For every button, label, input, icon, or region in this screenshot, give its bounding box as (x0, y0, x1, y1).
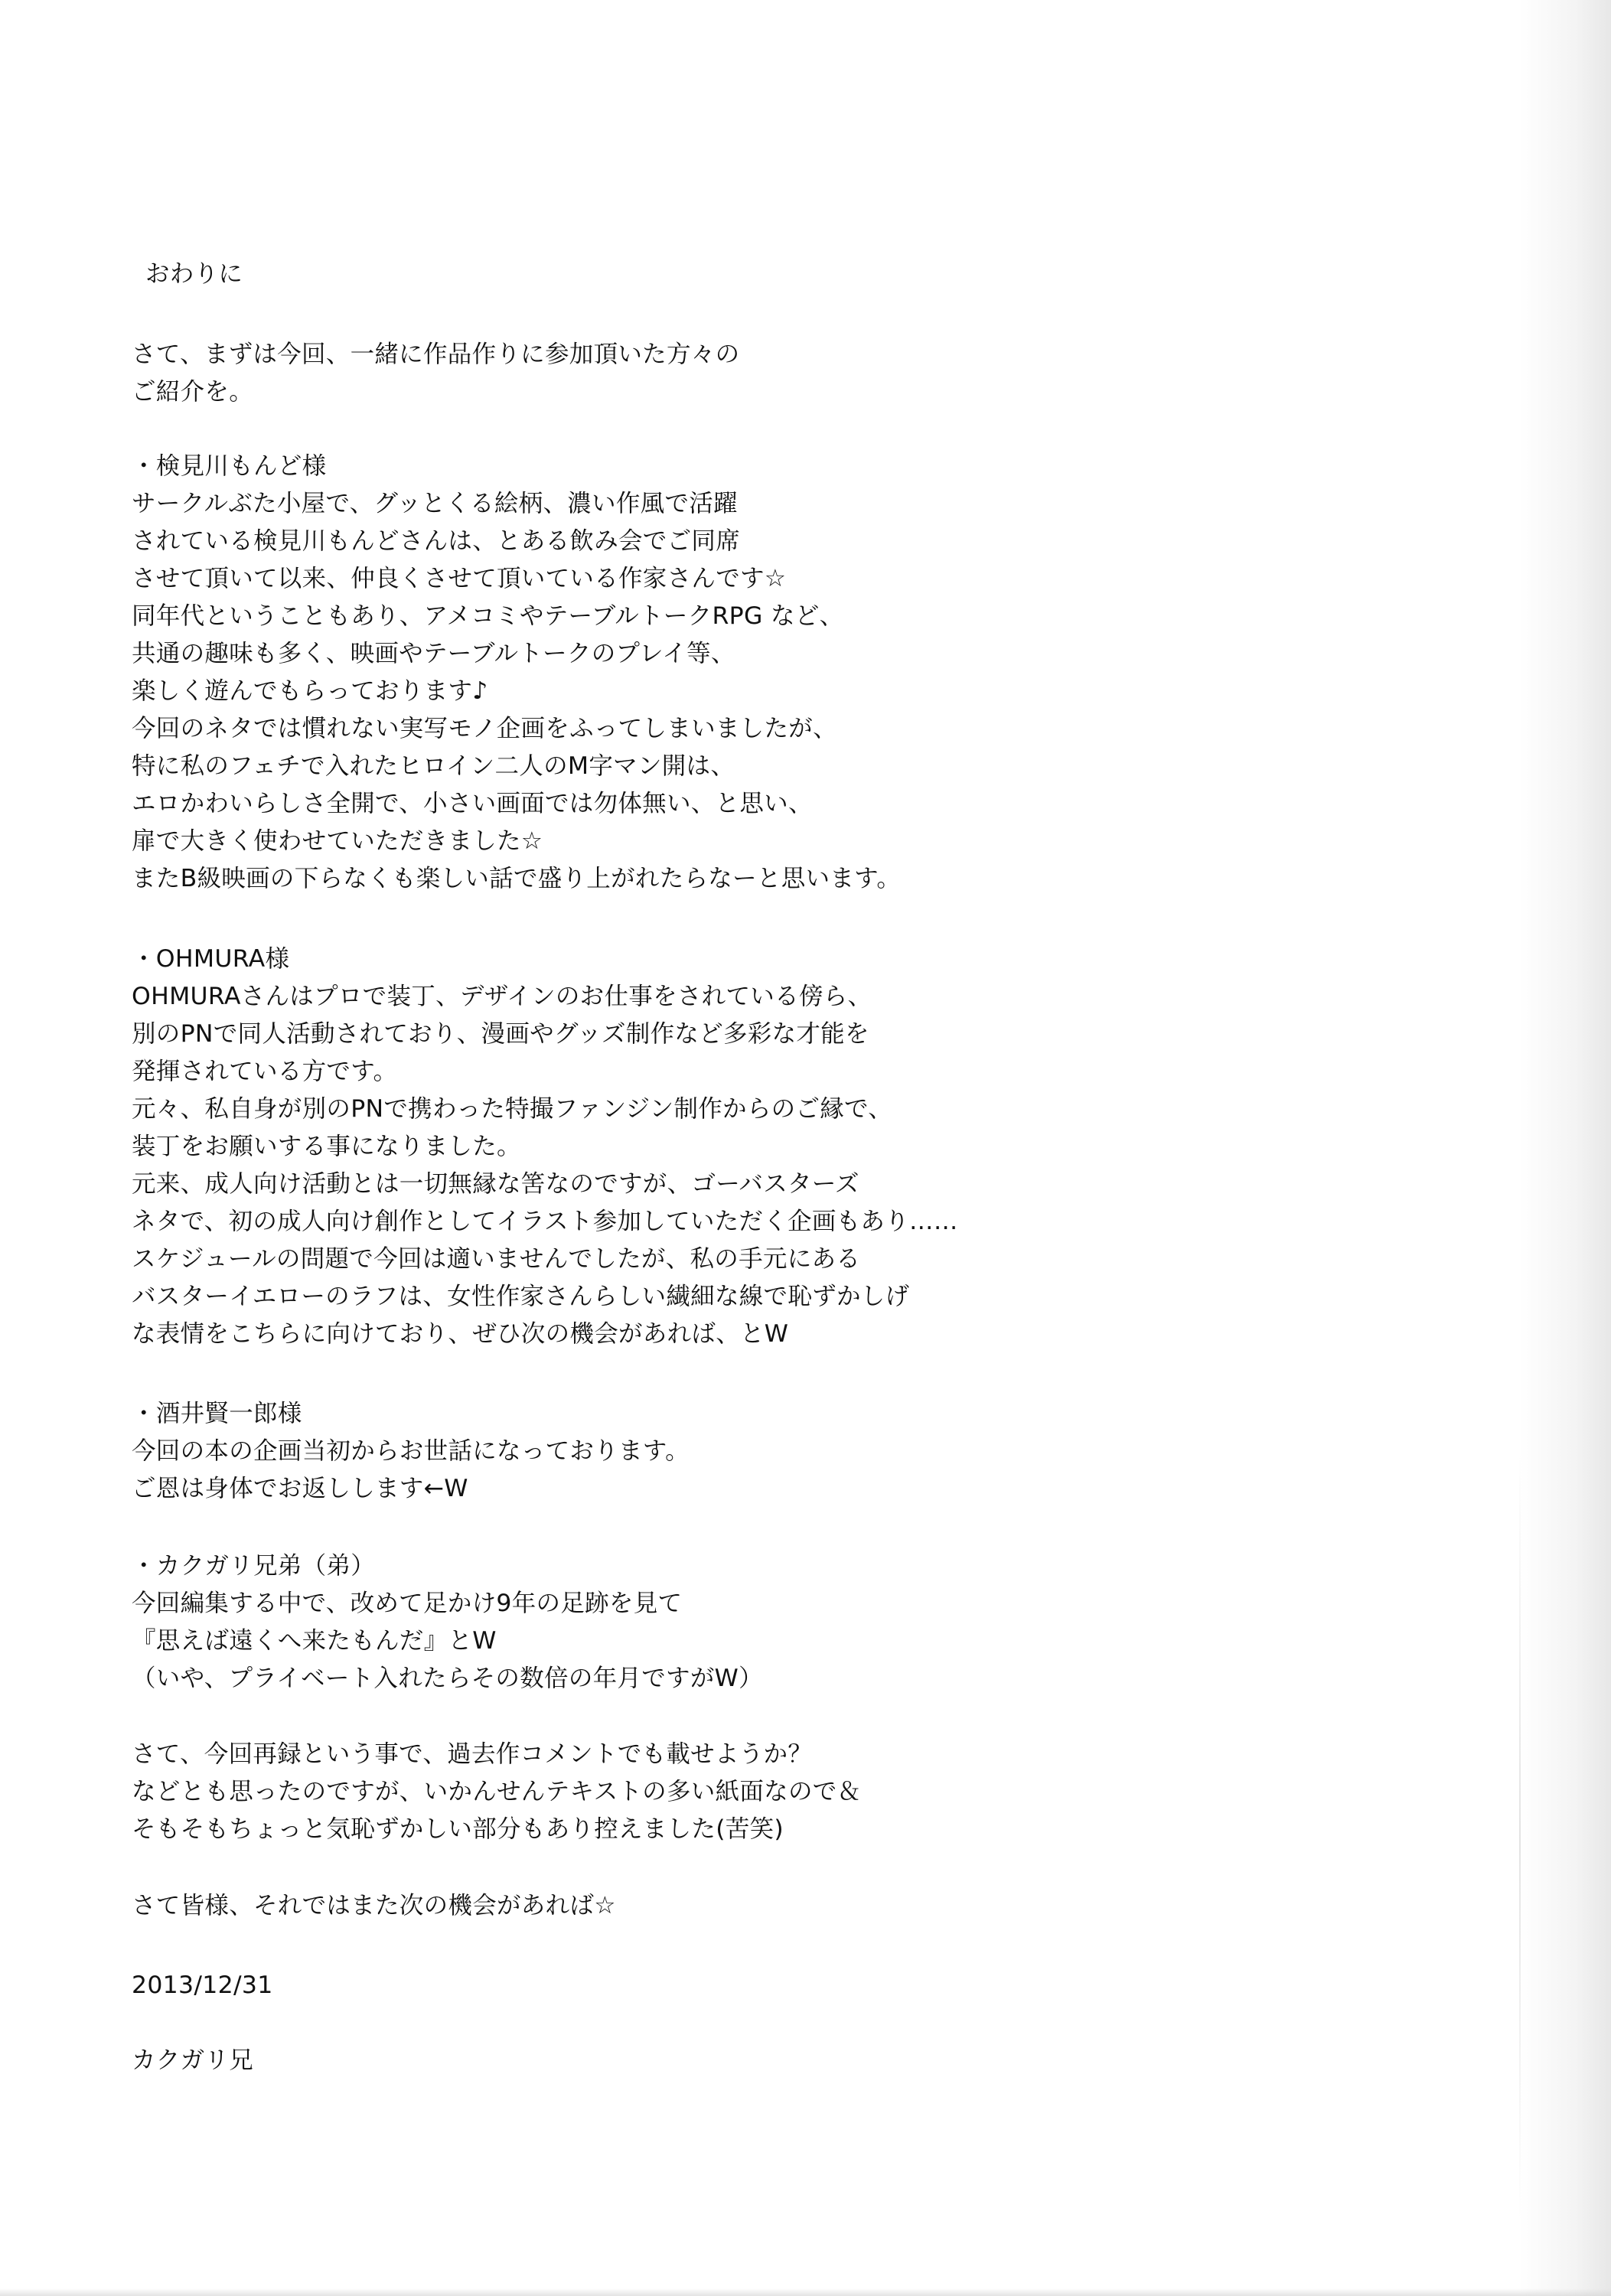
body-line: 楽しく遊んでもらっております♪ (132, 677, 488, 705)
body-line: 同年代ということもあり、アメコミやテーブルトークRPG など、 (132, 602, 844, 630)
page-edge-shadow (1519, 0, 1611, 2296)
body-line: 今回のネタでは慣れない実写モノ企画をふってしまいましたが、 (132, 715, 837, 742)
section-heading: ・カクガリ兄弟（弟） (132, 1552, 376, 1580)
body-line: ネタで、初の成人向け創作としてイラスト参加していただく企画もあり…… (132, 1208, 958, 1235)
body-line: またB級映画の下らなくも楽しい話で盛り上がれたらなーと思います。 (132, 865, 902, 892)
body-line: 今回編集する中で、改めて足かけ9年の足跡を見て (132, 1590, 683, 1617)
page-edge-crease (1519, 1454, 1521, 2219)
page-title: おわりに (145, 260, 243, 288)
body-line: 装丁をお願いする事になりました。 (132, 1133, 521, 1160)
intro-line: ご紹介を。 (132, 378, 254, 406)
body-line: （いや、プライベート入れたらその数倍の年月ですがW） (132, 1665, 763, 1692)
document-date: 2013/12/31 (132, 1971, 273, 1999)
section-heading: ・酒井賢一郎様 (132, 1400, 302, 1427)
body-line: 扉で大きく使わせていただきました☆ (132, 827, 543, 855)
body-line: エロかわいらしさ全開で、小さい画面では勿体無い、と思い、 (132, 790, 813, 817)
body-line: 元来、成人向け活動とは一切無縁な筈なのですが、ゴーバスターズ (132, 1170, 859, 1198)
closing-line: などとも思ったのですが、いかんせんテキストの多い紙面なので＆ (132, 1778, 862, 1805)
intro-line: さて、まずは今回、一緒に作品作りに参加頂いた方々の (132, 341, 740, 368)
body-line: させて頂いて以来、仲良くさせて頂いている作家さんです☆ (132, 565, 787, 592)
body-line: 今回の本の企画当初からお世話になっております。 (132, 1437, 690, 1465)
body-line: バスターイエローのラフは、女性作家さんらしい繊細な線で恥ずかしげ (132, 1283, 910, 1310)
body-line: スケジュールの問題で今回は適いませんでしたが、私の手元にある (132, 1245, 861, 1273)
body-line: 特に私のフェチで入れたヒロイン二人のM字マン開は、 (132, 752, 735, 780)
farewell-line: さて皆様、それではまた次の機会があれば☆ (132, 1892, 616, 1919)
body-line: OHMURAさんはプロで装丁、デザインのお仕事をされている傍ら、 (132, 983, 872, 1010)
body-line: 共通の趣味も多く、映画やテーブルトークのプレイ等、 (132, 640, 735, 667)
body-line: 発揮されている方です。 (132, 1058, 398, 1085)
body-line: されている検見川もんどさんは、とある飲み会でご同席 (132, 527, 741, 555)
body-line: サークルぶた小屋で、グッとくる絵柄、濃い作風で活躍 (132, 490, 738, 517)
body-line: ご恩は身体でお返しします←W (132, 1475, 468, 1502)
body-line: な表情をこちらに向けており、ぜひ次の機会があれば、とW (132, 1320, 789, 1348)
body-line: 『思えば遠くへ来たもんだ』とW (132, 1627, 497, 1655)
body-line: 別のPNで同人活動されており、漫画やグッズ制作など多彩な才能を (132, 1020, 869, 1048)
author-signature: カクガリ兄 (132, 2047, 254, 2074)
page-bottom-edge (0, 2288, 1611, 2296)
section-heading: ・OHMURA様 (132, 945, 290, 973)
closing-line: そもそもちょっと気恥ずかしい部分もあり控えました(苦笑) (132, 1815, 784, 1843)
closing-line: さて、今回再録という事で、過去作コメントでも載せようか？ (132, 1740, 813, 1768)
section-heading: ・検見川もんど様 (132, 452, 327, 480)
body-line: 元々、私自身が別のPNで携わった特撮ファンジン制作からのご縁で、 (132, 1095, 893, 1123)
